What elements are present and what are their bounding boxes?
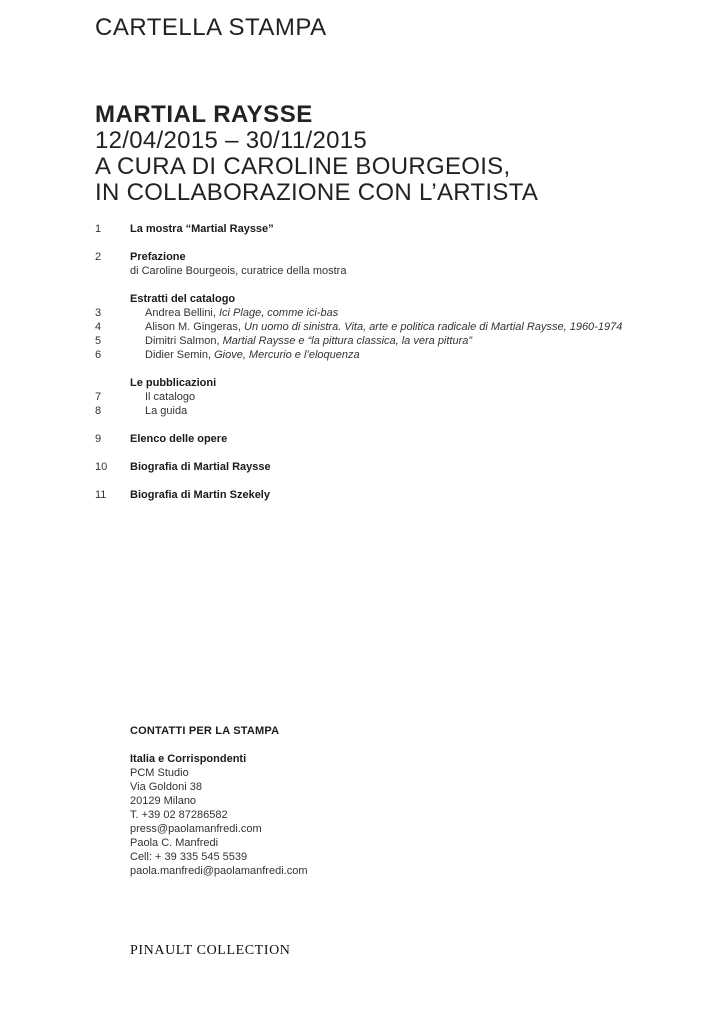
toc-heading-label: Estratti del catalogo (130, 293, 236, 305)
toc-title: Martial Raysse e “la pittura classica, la vera pittura” (222, 335, 473, 347)
toc-number: 7 (95, 391, 102, 403)
toc-label: La guida (145, 405, 188, 417)
toc-section-heading (95, 292, 655, 306)
toc-number: 1 (95, 223, 102, 235)
toc-item (95, 306, 655, 320)
contact-mobile: Cell: + 39 335 545 5539 (130, 851, 248, 863)
contact-line: Via Goldoni 38 (130, 781, 202, 793)
toc-sub-label: di Caroline Bourgeois, curatrice della mostra (130, 265, 347, 277)
collaboration-line: IN COLLABORAZIONE CON L’ARTISTA (95, 179, 539, 206)
toc-number: 10 (95, 461, 108, 473)
contact-line: PCM Studio (130, 767, 189, 779)
toc-title: Ici Plage, comme ici-bas (219, 307, 339, 319)
contact-phone: T. +39 02 87286582 (130, 809, 228, 821)
toc-heading-label: Le pubblicazioni (130, 377, 217, 389)
toc-item (95, 390, 655, 404)
toc-label: Biografia di Martial Raysse (130, 461, 271, 473)
toc-item (95, 460, 655, 474)
toc-item (95, 250, 655, 264)
toc-label: La mostra “Martial Raysse” (130, 223, 274, 235)
toc-number: 2 (95, 251, 102, 263)
toc-author: Didier Semin, (145, 349, 215, 361)
toc-section-heading (95, 376, 655, 390)
contact-email-link[interactable]: paola.manfredi@paolamanfredi.com (130, 865, 308, 877)
contact-line: Paola C. Manfredi (130, 837, 219, 849)
toc-item (95, 222, 655, 236)
contacts-heading: CONTATTI PER LA STAMPA (130, 725, 280, 737)
contact-email-link[interactable]: press@paolamanfredi.com (130, 823, 262, 835)
toc-number: 6 (95, 349, 102, 361)
toc-title: Un uomo di sinistra. Vita, arte e politica radicale di Martial Raysse, 1960-1974 (244, 321, 623, 333)
toc-label: Biografia di Martin Szekely (130, 489, 270, 501)
document-label: CARTELLA STAMPA (95, 14, 327, 41)
toc-number: 8 (95, 405, 102, 417)
contacts-region: Italia e Corrispondenti (130, 753, 247, 765)
toc-author: Alison M. Gingeras, (145, 321, 245, 333)
toc-number: 9 (95, 433, 102, 445)
toc-item (95, 320, 655, 334)
artist-name: MARTIAL RAYSSE (95, 101, 313, 128)
toc-label: Elenco delle opere (130, 433, 228, 445)
toc-number: 11 (95, 489, 107, 501)
toc-title: Giove, Mercurio e l’eloquenza (214, 349, 360, 361)
toc-subtitle (95, 264, 655, 278)
table-of-contents (95, 222, 655, 502)
toc-item (95, 404, 655, 418)
exhibition-dates: 12/04/2015 – 30/11/2015 (95, 127, 368, 154)
toc-item (95, 334, 655, 348)
toc-author: Dimitri Salmon, (145, 335, 223, 347)
toc-item (95, 488, 655, 502)
contact-line: 20129 Milano (130, 795, 197, 807)
toc-author: Andrea Bellini, (145, 307, 219, 319)
press-contacts (130, 724, 307, 878)
title-block (95, 102, 538, 206)
toc-item (95, 348, 655, 362)
toc-label: Prefazione (130, 251, 186, 263)
toc-item (95, 432, 655, 446)
toc-number: 3 (95, 307, 102, 319)
toc-number: 4 (95, 321, 102, 333)
pinault-collection-logo: PINAULT COLLECTION (130, 943, 291, 958)
toc-number: 5 (95, 335, 102, 347)
toc-label: Il catalogo (145, 391, 196, 403)
curator-line: A CURA DI CAROLINE BOURGEOIS, (95, 153, 511, 180)
